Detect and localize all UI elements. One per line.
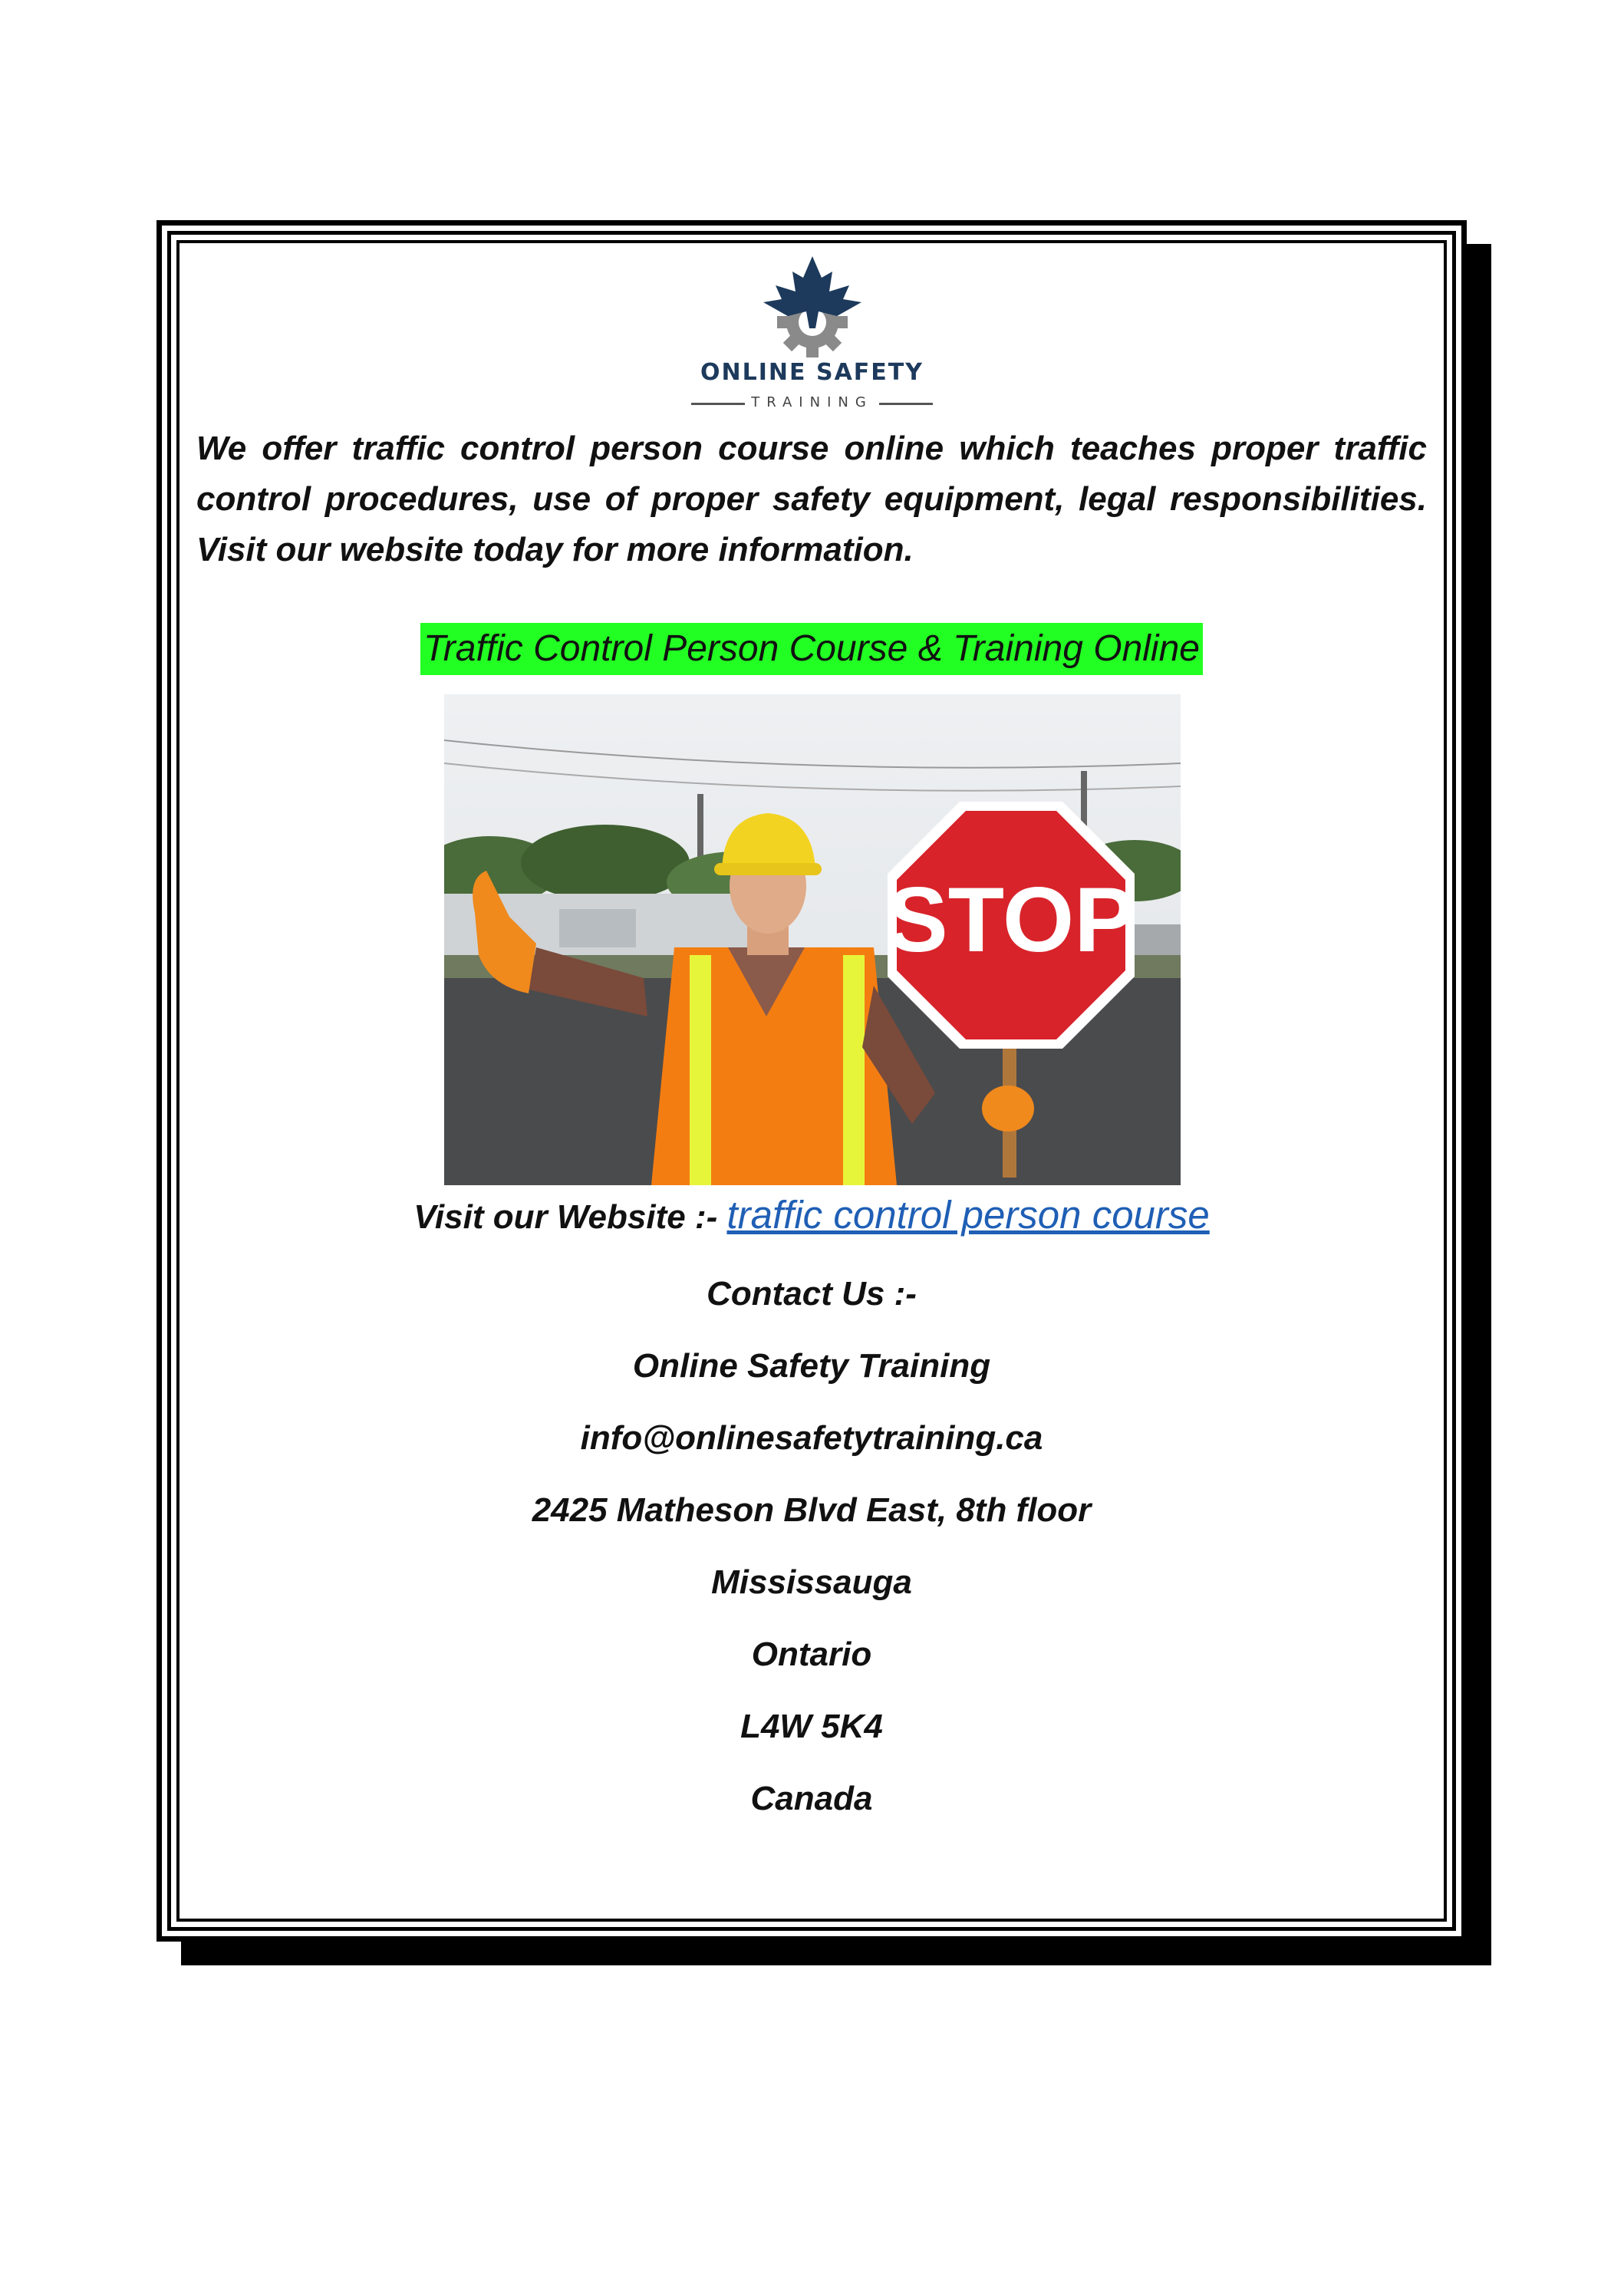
company-name: Online Safety Training [632,1347,991,1385]
intro-paragraph: We offer traffic control person course online which teaches proper traffic control procedures, use of proper safety equipment, legal responsibilities. Visit our website today for more information. [196,430,1427,568]
contact-province: Ontario [751,1636,872,1673]
maple-leaf-gear-icon [668,255,956,358]
headline: Traffic Control Person Course & Training Online [420,623,1203,675]
page-frame [156,220,1467,1942]
website-label: Visit our Website :- [413,1198,718,1236]
contact-street: 2425 Matheson Blvd East, 8th floor [532,1491,1092,1529]
company-logo [668,255,956,408]
headline-wrapper [162,623,1461,675]
contact-country: Canada [750,1780,873,1817]
logo-name: ONLINE SAFETY [700,359,924,386]
traffic-controller-photo [444,694,1181,1185]
stop-sign-text: STOP [886,868,1136,971]
contact-postal-code: L4W 5K4 [740,1708,883,1745]
logo-subtitle: TRAINING [751,394,873,410]
contact-city: Mississauga [711,1563,912,1601]
website-link[interactable]: traffic control person course [726,1193,1210,1237]
contact-heading: Contact Us :- [707,1275,917,1313]
website-line [162,1188,1461,1244]
contact-email[interactable]: info@onlinesafetytraining.ca [580,1419,1043,1457]
logo-divider-right [879,403,933,405]
